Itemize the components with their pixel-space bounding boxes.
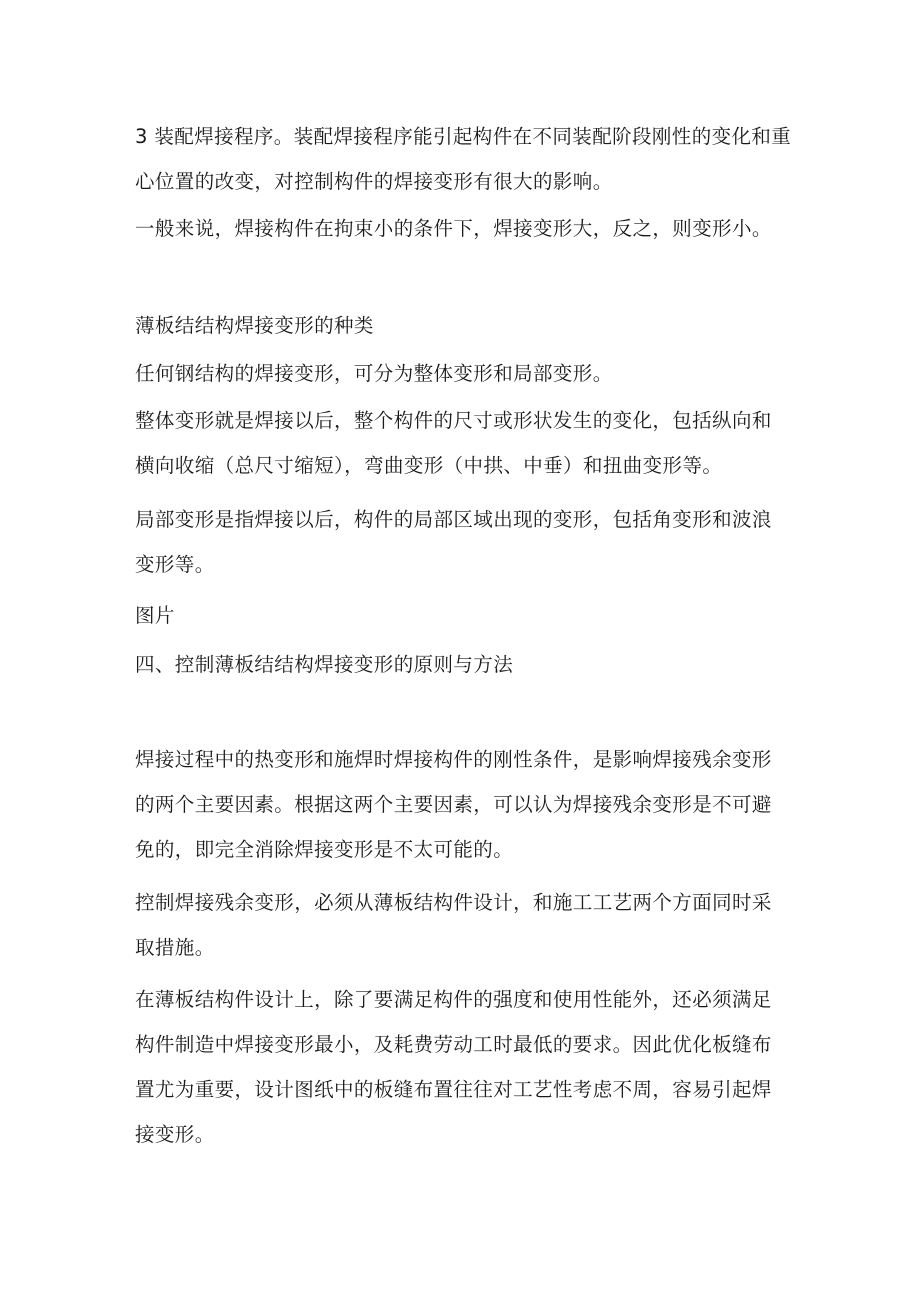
text-line: 构件制造中焊接变形最小，及耗费劳动工时最低的要求。因此优化板缝布 (135, 1033, 772, 1056)
image-placeholder-label (135, 593, 795, 638)
text-line: 置尤为重要，设计图纸中的板缝布置往往对工艺性考虑不周，容易引起焊 (135, 1078, 772, 1101)
text-line: 心位置的改变，对控制构件的焊接变形有很大的影响。 (135, 170, 613, 193)
text-line: 变形等。 (135, 553, 215, 576)
text-line: 控制焊接残余变形，必须从薄板结构件设计，和施工工艺两个方面同时采 (135, 891, 772, 914)
text-line: 整体变形就是焊接以后，整个构件的尺寸或形状发生的变化，包括纵向和 (135, 409, 772, 432)
text-line: 横向收缩（总尺寸缩短），弯曲变形（中拱、中垂）和扭曲变形等。 (135, 454, 723, 477)
text-line: 薄板结结构焊接变形的种类 (135, 314, 374, 337)
text-line: 一般来说，焊接构件在拘束小的条件下，焊接变形大，反之，则变形小。 (135, 217, 772, 240)
section-heading-control-principles (135, 642, 795, 687)
text-line: 免的，即完全消除焊接变形是不太可能的。 (135, 838, 514, 861)
paragraph-assembly-welding-sequence (135, 114, 795, 204)
text-line: 在薄板结构件设计上，除了要满足构件的强度和使用性能外，还必须满足 (135, 988, 772, 1011)
text-line: 四、控制薄板结结构焊接变形的原则与方法 (135, 653, 514, 676)
text-line: 接变形。 (135, 1123, 215, 1146)
text-line: 的两个主要因素。根据这两个主要因素，可以认为焊接残余变形是不可避 (135, 793, 772, 816)
paragraph-main-factors (135, 737, 795, 872)
text-line: 局部变形是指焊接以后，构件的局部区域出现的变形，包括角变形和波浪 (135, 508, 772, 531)
text-line: 图片 (135, 604, 175, 627)
paragraph-deformation-classification (135, 351, 795, 396)
paragraph-control-measures (135, 880, 795, 970)
paragraph-restraint-summary (135, 206, 795, 251)
section-heading-deformation-types (135, 303, 795, 348)
paragraph-overall-deformation (135, 398, 795, 488)
paragraph-structural-design (135, 977, 795, 1157)
text-line: 焊接过程中的热变形和施焊时焊接构件的刚性条件，是影响焊接残余变形 (135, 748, 772, 771)
paragraph-local-deformation (135, 497, 795, 587)
text-line: 任何钢结构的焊接变形，可分为整体变形和局部变形。 (135, 362, 613, 385)
text-line: 3 装配焊接程序。装配焊接程序能引起构件在不同装配阶段刚性的变化和重 (135, 125, 792, 148)
text-line: 取措施。 (135, 936, 215, 959)
